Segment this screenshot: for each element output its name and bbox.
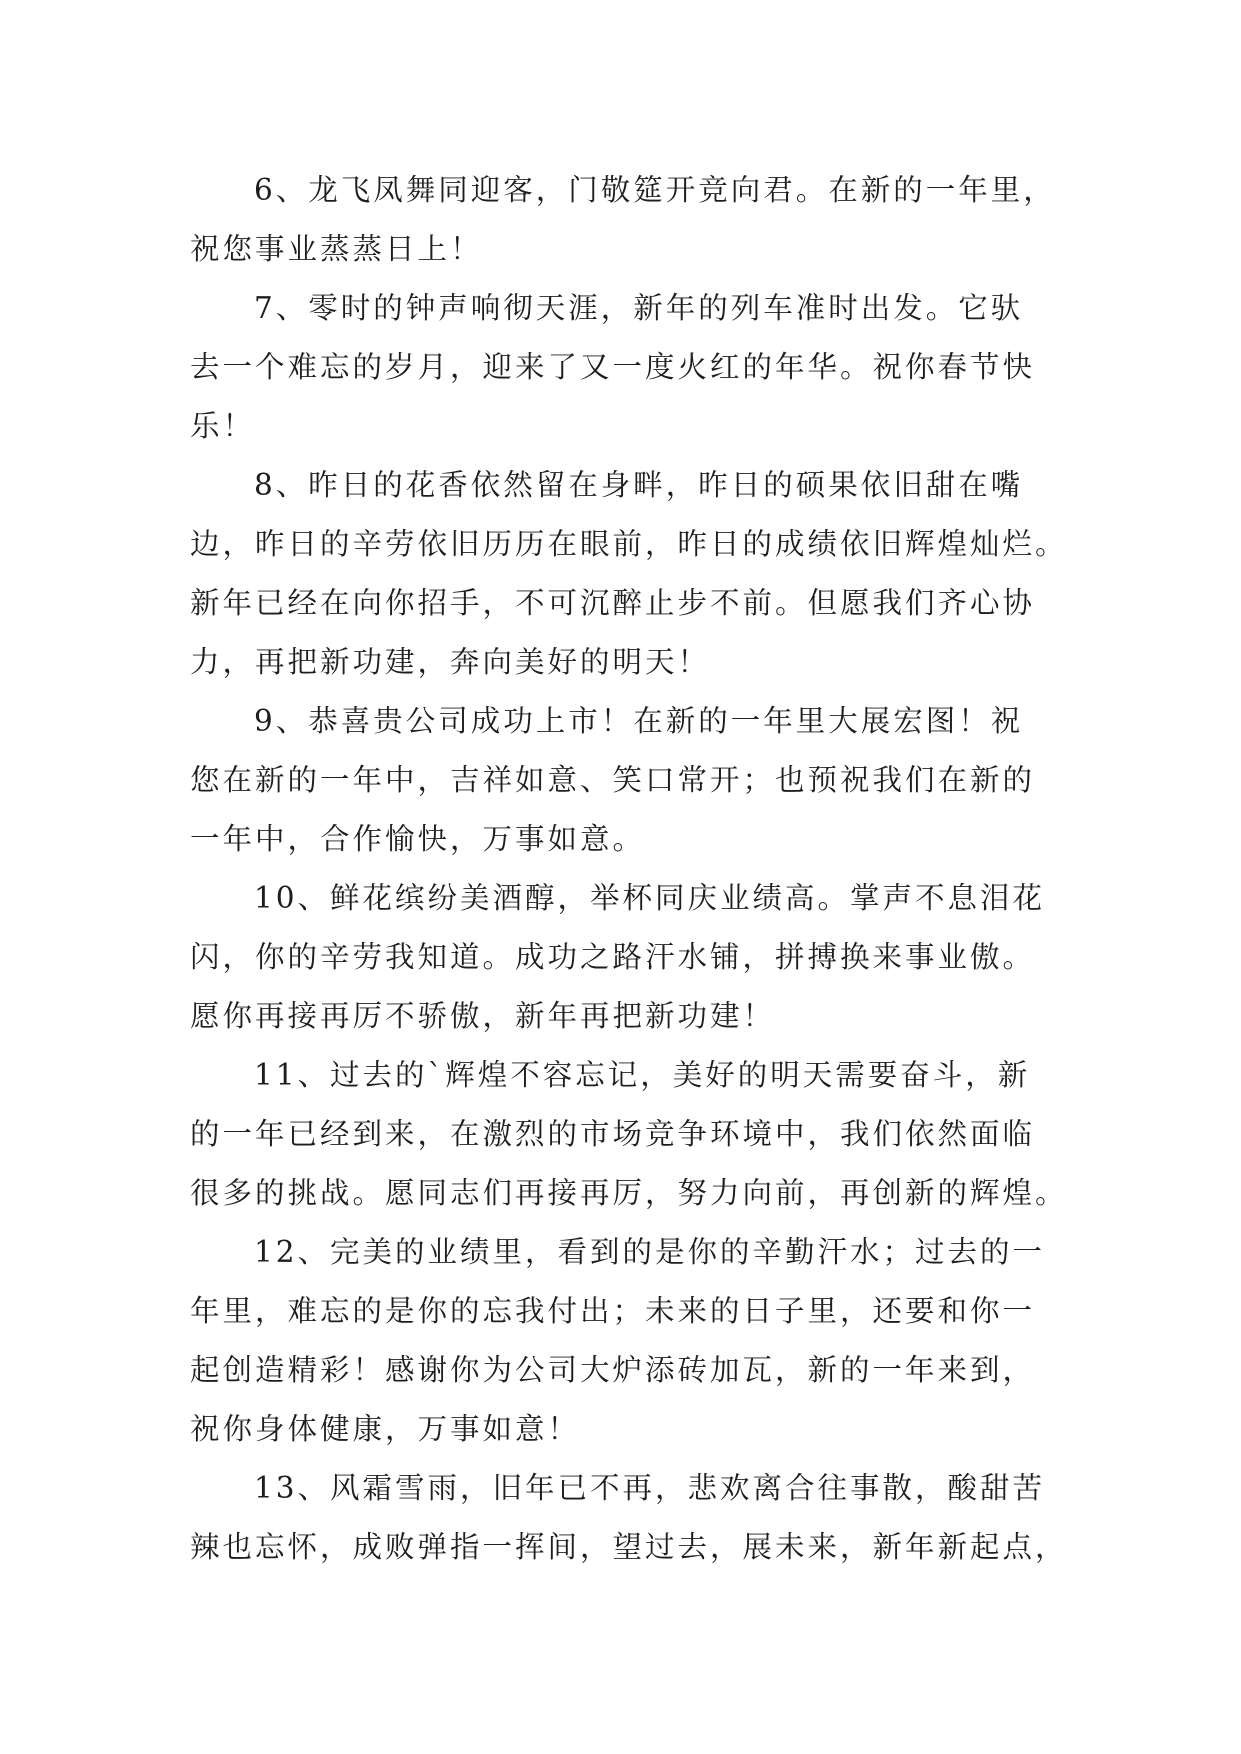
paragraph-8	[190, 456, 1068, 692]
text-line: 一年中，合作愉快，万事如意。	[190, 822, 646, 856]
text-line: 6、龙飞凤舞同迎客，门敬筵开竞向君。在新的一年里，	[254, 173, 1056, 207]
paragraph-9	[190, 692, 1060, 869]
paragraph-11	[190, 1046, 1068, 1223]
text-line: 12、完美的业绩里，看到的是你的辛勤汗水；过去的一	[254, 1235, 1046, 1269]
text-line: 11、过去的`辉煌不容忘记，美好的明天需要奋斗，新	[254, 1058, 1031, 1092]
text-line: 起创造精彩！感谢你为公司大炉添砖加瓦，新的一年来到，	[190, 1353, 1036, 1387]
paragraph-12	[190, 1223, 1060, 1459]
paragraph-7	[190, 279, 1060, 456]
text-line: 祝您事业蒸蒸日上！	[190, 232, 483, 266]
text-line: 力，再把新功建，奔向美好的明天！	[190, 645, 711, 679]
text-line: 祝你身体健康，万事如意！	[190, 1412, 581, 1446]
paragraph-10	[190, 869, 1060, 1046]
text-line: 您在新的一年中，吉祥如意、笑口常开；也预祝我们在新的	[190, 763, 1036, 797]
text-line: 10、鲜花缤纷美酒醇，举杯同庆业绩高。掌声不息泪花	[254, 881, 1046, 915]
text-line: 13、风霜雪雨，旧年已不再，悲欢离合往事散，酸甜苦	[254, 1471, 1046, 1505]
text-line: 辣也忘怀，成败弹指一挥间，望过去，展未来，新年新起点，	[190, 1530, 1068, 1564]
text-line: 8、昨日的花香依然留在身畔，昨日的硕果依旧甜在嘴	[254, 468, 1024, 502]
text-line: 7、零时的钟声响彻天涯，新年的列车准时出发。它驮	[254, 291, 1024, 325]
text-line: 愿你再接再厉不骄傲，新年再把新功建！	[190, 999, 776, 1033]
text-line: 新年已经在向你招手，不可沉醉止步不前。但愿我们齐心协	[190, 586, 1036, 620]
document-body	[190, 161, 1068, 1577]
text-line: 很多的挑战。愿同志们再接再厉，努力向前，再创新的辉煌。	[190, 1176, 1068, 1210]
text-line: 乐！	[190, 409, 256, 443]
text-line: 边，昨日的辛劳依旧历历在眼前，昨日的成绩依旧辉煌灿烂。	[190, 527, 1068, 561]
text-line: 的一年已经到来，在激烈的市场竞争环境中，我们依然面临	[190, 1117, 1036, 1151]
paragraph-6	[190, 161, 1060, 279]
text-line: 9、恭喜贵公司成功上市！在新的一年里大展宏图！祝	[254, 704, 1024, 738]
paragraph-13	[190, 1459, 1068, 1577]
text-line: 年里，难忘的是你的忘我付出；未来的日子里，还要和你一	[190, 1294, 1036, 1328]
text-line: 去一个难忘的岁月，迎来了又一度火红的年华。祝你春节快	[190, 350, 1036, 384]
text-line: 闪，你的辛劳我知道。成功之路汗水铺，拼搏换来事业傲。	[190, 940, 1036, 974]
